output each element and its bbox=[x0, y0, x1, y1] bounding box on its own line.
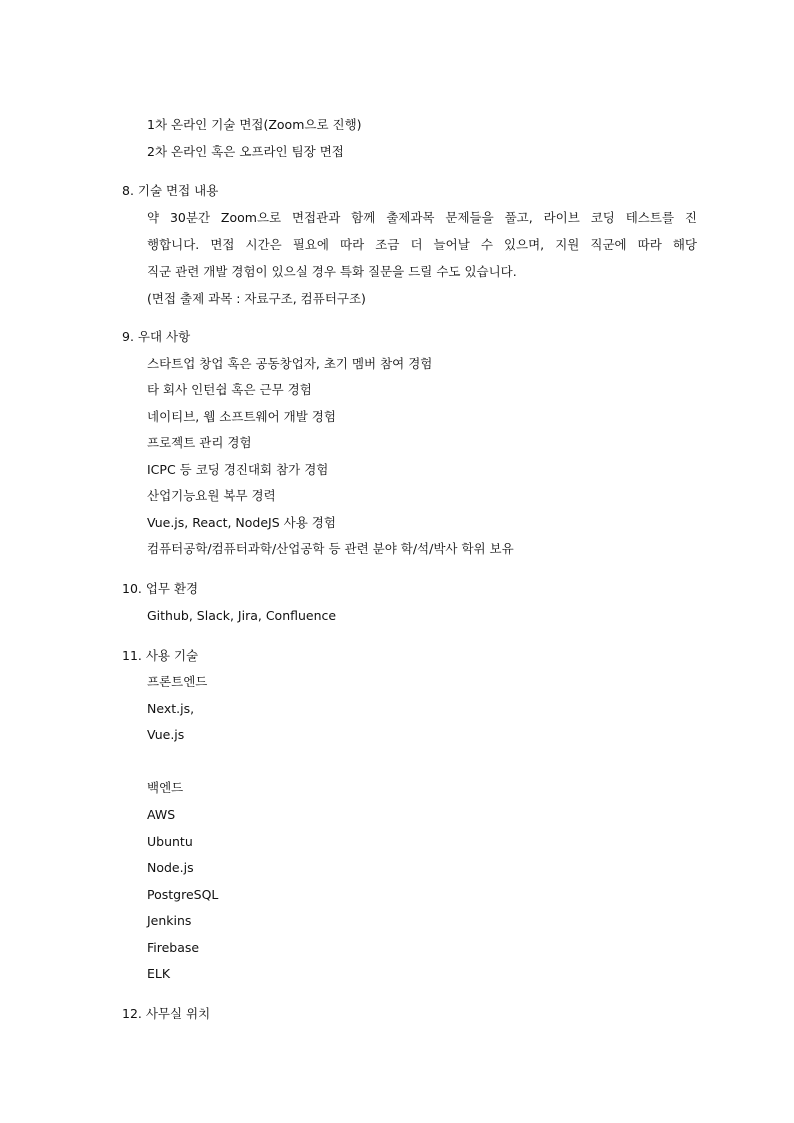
backend-title: 백엔드 bbox=[147, 780, 184, 795]
preference-item: 타 회사 인턴쉽 혹은 근무 경험 bbox=[147, 382, 312, 397]
preference-item: ICPC 등 코딩 경진대회 참가 경험 bbox=[147, 462, 329, 477]
backend-tech-item: Firebase bbox=[147, 940, 200, 955]
section-10-heading: 10. 업무 환경 bbox=[122, 581, 199, 596]
interview-step-2: 2차 온라인 혹은 오프라인 팀장 면접 bbox=[147, 144, 344, 159]
preference-item: 네이티브, 웹 소프트웨어 개발 경험 bbox=[147, 409, 336, 424]
interview-step-1: 1차 온라인 기술 면접(Zoom으로 진행) bbox=[147, 117, 362, 132]
section-8-heading: 8. 기술 면접 내용 bbox=[122, 183, 219, 198]
backend-tech-item: ELK bbox=[147, 966, 171, 981]
preference-item: 산업기능요원 복무 경력 bbox=[147, 488, 276, 503]
frontend-title: 프론트엔드 bbox=[147, 674, 208, 689]
preference-item: 스타트업 창업 혹은 공동창업자, 초기 멤버 참여 경험 bbox=[147, 356, 433, 371]
section-8-body-line: 약 30분간 Zoom으로 면접관과 함께 출제과목 문제들을 풀고, 라이브 코딩 테스트를 진 bbox=[147, 210, 697, 225]
backend-tech-item: PostgreSQL bbox=[147, 887, 219, 902]
backend-tech-item: AWS bbox=[147, 807, 176, 822]
preference-item: 컴퓨터공학/컴퓨터과학/산업공학 등 관련 분야 학/석/박사 학위 보유 bbox=[147, 541, 514, 556]
section-10-body: Github, Slack, Jira, Confluence bbox=[147, 608, 337, 623]
section-8-subjects: (면접 출제 과목 : 자료구조, 컴퓨터구조) bbox=[147, 291, 366, 306]
frontend-tech-item: Vue.js bbox=[147, 727, 185, 742]
section-8-body-line: 행합니다. 면접 시간은 필요에 따라 조금 더 늘어날 수 있으며, 지원 직군에 따라 해당 bbox=[147, 237, 697, 252]
preference-item: Vue.js, React, NodeJS 사용 경험 bbox=[147, 515, 336, 530]
frontend-tech-item: Next.js, bbox=[147, 701, 195, 716]
preference-item: 프로젝트 관리 경험 bbox=[147, 435, 252, 450]
section-11-heading: 11. 사용 기술 bbox=[122, 648, 199, 663]
section-8-body-line: 직군 관련 개발 경험이 있으실 경우 특화 질문을 드릴 수도 있습니다. bbox=[147, 264, 517, 279]
backend-tech-item: Ubuntu bbox=[147, 834, 193, 849]
backend-tech-item: Node.js bbox=[147, 860, 194, 875]
section-9-heading: 9. 우대 사항 bbox=[122, 329, 191, 344]
backend-tech-item: Jenkins bbox=[147, 913, 192, 928]
section-12-heading: 12. 사무실 위치 bbox=[122, 1006, 211, 1021]
